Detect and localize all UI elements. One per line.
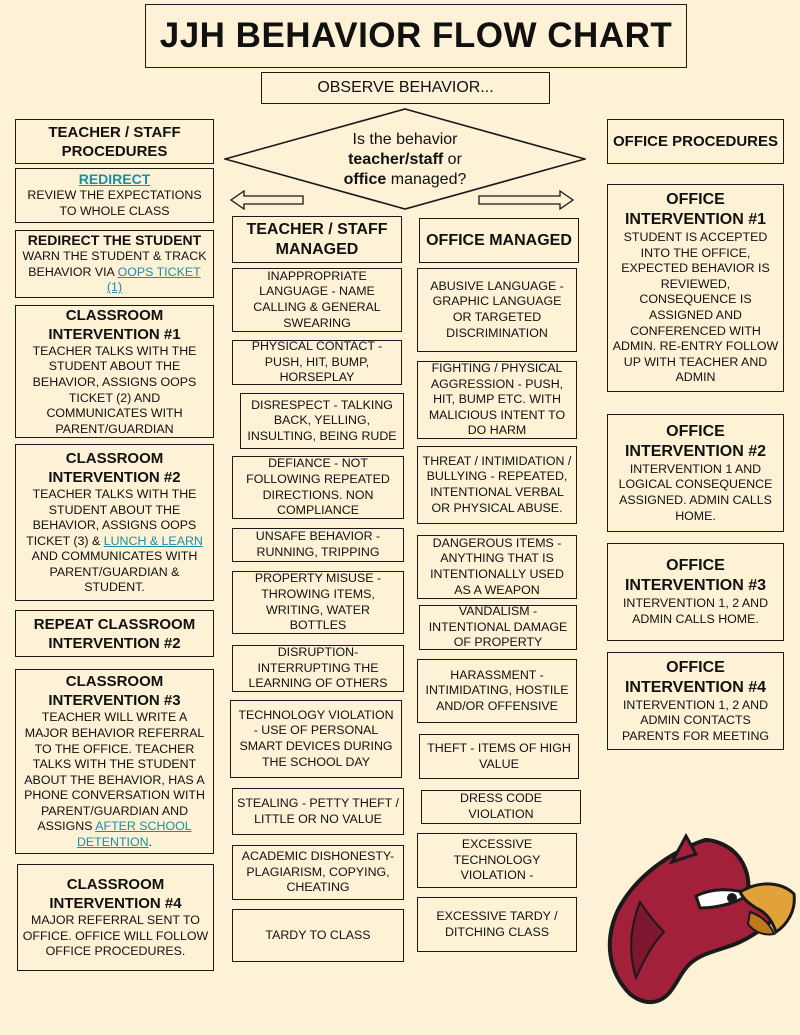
oi2-title: OFFICE INTERVENTION #2 (624, 422, 767, 460)
left-arrow-icon (230, 190, 304, 210)
oi3-title: OFFICE INTERVENTION #3 (624, 557, 767, 595)
question-managed: managed? (386, 171, 467, 188)
ci4-title: CLASSROOM INTERVENTION #4 (49, 876, 182, 913)
office-item (417, 268, 577, 352)
oi4-text: INTERVENTION 1, 2 AND ADMIN CONTACTS PARENTS FOR MEETING (621, 697, 770, 743)
office-item-text: VANDALISM - INTENTIONAL DAMAGE OF PROPERTY (428, 605, 568, 650)
ci1-title: CLASSROOM INTERVENTION #1 (48, 306, 181, 343)
teacher-item (232, 845, 404, 900)
office-item (417, 535, 577, 599)
teacher-item-text: TECHNOLOGY VIOLATION - USE OF PERSONAL SMART DEVICES DURING THE SCHOOL DAY (238, 707, 394, 769)
question-line-1: Is the behavior (352, 131, 458, 148)
teacher-item-text: UNSAFE BEHAVIOR - RUNNING, TRIPPING (255, 529, 381, 559)
office-item-text: ABUSIVE LANGUAGE - GRAPHIC LANGUAGE OR TARGETED DISCRIMINATION (430, 278, 564, 340)
redirect-student-title: REDIRECT THE STUDENT (27, 232, 202, 249)
office-item-text: EXCESSIVE TECHNOLOGY VIOLATION - (453, 837, 541, 883)
office-managed-header-text: OFFICE MANAGED (426, 231, 572, 249)
question-teacher: teacher/staff (348, 151, 444, 168)
office-item (417, 897, 577, 952)
redirect-box (15, 168, 214, 223)
teacher-item (232, 788, 404, 835)
chart-title-text: JJH BEHAVIOR FLOW CHART (159, 16, 673, 55)
ci2-title: CLASSROOM INTERVENTION #2 (48, 449, 181, 486)
teacher-item (232, 909, 404, 962)
office-intervention-1 (607, 184, 784, 392)
office-item (417, 833, 577, 888)
office-intervention-3 (607, 543, 784, 641)
teacher-item (232, 268, 402, 332)
redirect-student-text (20, 249, 209, 296)
ci3-body-a: TEACHER WILL WRITE A MAJOR BEHAVIOR REFERRAL TO THE OFFICE. TEACHER TALKS WITH THE STUDENT ABOUT THE BEHAVIOR, HAS A PHONE CONVERSATION WITH PARENT/GUARDIAN AND ASSIGNS (24, 710, 205, 834)
teacher-item (232, 456, 404, 519)
oi4-title: OFFICE INTERVENTION #4 (624, 658, 767, 696)
teacher-item (230, 700, 402, 778)
question-office: office (343, 171, 387, 188)
office-item (417, 361, 577, 439)
office-item-text: HARASSMENT - INTIMIDATING, HOSTILE AND/OR OFFENSIVE (425, 667, 569, 713)
oi1-text: STUDENT IS ACCEPTED INTO THE OFFICE, EXPECTED BEHAVIOR IS REVIEWED, CONSEQUENCE IS ASSIGNED AND CONFERENCED WITH ADMIN. RE-ENTRY FOLLOW UP WITH TEACHER AND ADMIN (612, 230, 779, 385)
teacher-item (232, 528, 404, 562)
office-item-text: DRESS CODE VIOLATION (460, 791, 542, 821)
teacher-item-text: PROPERTY MISUSE - THROWING ITEMS, WRITING, WATER BOTTLES (254, 571, 382, 633)
office-intervention-2 (607, 414, 784, 532)
teacher-managed-header-text: TEACHER / STAFF MANAGED (246, 220, 388, 258)
decision-question (300, 130, 510, 190)
teacher-procedures-header-text: TEACHER / STAFF PROCEDURES (48, 123, 181, 160)
office-item (421, 790, 581, 824)
teacher-item (232, 645, 404, 692)
teacher-item-text: STEALING - PETTY THEFT / LITTLE OR NO VALUE (237, 795, 399, 826)
ci2-body-b: AND COMMUNICATES WITH PARENT/GUARDIAN & STUDENT. (31, 549, 198, 595)
question-line-2 (300, 150, 510, 170)
teacher-item (240, 393, 404, 449)
teacher-item-text: PHYSICAL CONTACT - PUSH, HIT, BUMP, HORSEPLAY (251, 340, 383, 385)
ci2-text (20, 487, 209, 596)
office-item-text: EXCESSIVE TARDY / DITCHING CLASS (436, 908, 558, 939)
office-managed-header (419, 218, 579, 263)
oops-ticket-link[interactable]: OOPS TICKET (1) (106, 264, 201, 295)
office-intervention-4 (607, 652, 784, 750)
classroom-intervention-2 (15, 444, 214, 601)
teacher-item-text: DEFIANCE - NOT FOLLOWING REPEATED DIRECTIONS. NON COMPLIANCE (246, 456, 390, 518)
repeat-intervention-2 (15, 610, 214, 657)
redirect-student-body: WARN THE STUDENT & TRACK BEHAVIOR VIA (22, 249, 207, 279)
teacher-managed-header (232, 216, 402, 263)
office-item-text: DANGEROUS ITEMS - ANYTHING THAT IS INTENTIONALLY USED AS A WEAPON (430, 535, 564, 597)
ci4-text: MAJOR REFERRAL SENT TO OFFICE. OFFICE WILL FOLLOW OFFICE PROCEDURES. (22, 913, 209, 959)
classroom-intervention-1 (15, 305, 214, 438)
teacher-item-text: INAPPROPRIATE LANGUAGE - NAME CALLING & GENERAL SWEARING (253, 268, 381, 330)
chart-title (145, 4, 687, 68)
office-item-text: THREAT / INTIMIDATION / BULLYING - REPEATED, INTENTIONAL VERBAL OR PHYSICAL ABUSE. (422, 453, 572, 515)
ci3-title: CLASSROOM INTERVENTION #3 (48, 673, 181, 710)
question-line-3 (300, 170, 510, 190)
office-item (417, 659, 577, 723)
teacher-item-text: ACADEMIC DISHONESTY- PLAGIARISM, COPYING, CHEATING (241, 849, 395, 895)
teacher-item (232, 340, 402, 385)
teacher-item-text: DISRESPECT - TALKING BACK, YELLING, INSULTING, BEING RUDE (247, 397, 397, 443)
office-item-text: FIGHTING / PHYSICAL AGGRESSION - PUSH, HIT, BUMP ETC. WITH MALICIOUS INTENT TO DO HARM (428, 361, 566, 438)
redirect-link[interactable]: REDIRECT (78, 171, 151, 188)
office-item (419, 605, 577, 650)
teacher-item-text: TARDY TO CLASS (265, 927, 371, 942)
observe-behavior-text: OBSERVE BEHAVIOR... (317, 79, 494, 96)
right-arrow-icon (478, 190, 574, 210)
oi1-title: OFFICE INTERVENTION #1 (624, 191, 767, 229)
teacher-item-text: DISRUPTION- INTERRUPTING THE LEARNING OF OTHERS (248, 645, 388, 691)
observe-behavior-box (261, 72, 550, 104)
teacher-procedures-header (15, 119, 214, 164)
redirect-text: REVIEW THE EXPECTATIONS TO WHOLE CLASS (27, 188, 202, 218)
office-item (419, 734, 579, 779)
oi3-text: INTERVENTION 1, 2 AND ADMIN CALLS HOME. (622, 596, 769, 626)
ci1-text: TEACHER TALKS WITH THE STUDENT ABOUT THE BEHAVIOR, ASSIGNS OOPS TICKET (2) AND COMMUNICATES WITH PARENT/GUARDIAN (32, 343, 197, 436)
redirect-student-box (15, 230, 214, 298)
classroom-intervention-3 (15, 669, 214, 854)
oi2-text: INTERVENTION 1 AND LOGICAL CONSEQUENCE ASSIGNED. ADMIN CALLS HOME. (618, 461, 773, 523)
office-item (417, 446, 577, 524)
office-procedures-header (607, 119, 784, 164)
teacher-item (232, 571, 404, 634)
repeat-title: REPEAT CLASSROOM INTERVENTION #2 (33, 615, 196, 652)
lunch-learn-link[interactable]: LUNCH & LEARN (103, 533, 203, 548)
classroom-intervention-4 (17, 864, 214, 971)
office-item-text: THEFT - ITEMS OF HIGH VALUE (427, 740, 571, 771)
ci2-body-a: TEACHER TALKS WITH THE STUDENT ABOUT THE BEHAVIOR, ASSIGNS OOPS TICKET (3) & (26, 486, 197, 548)
cardinal-mascot-icon (600, 832, 796, 1008)
question-or: or (443, 151, 462, 168)
ci3-text (20, 710, 209, 850)
ci3-body-b: . (148, 835, 153, 850)
after-school-detention-link[interactable]: AFTER SCHOOL DETENTION (76, 819, 192, 850)
office-procedures-header-text: OFFICE PROCEDURES (612, 133, 778, 150)
